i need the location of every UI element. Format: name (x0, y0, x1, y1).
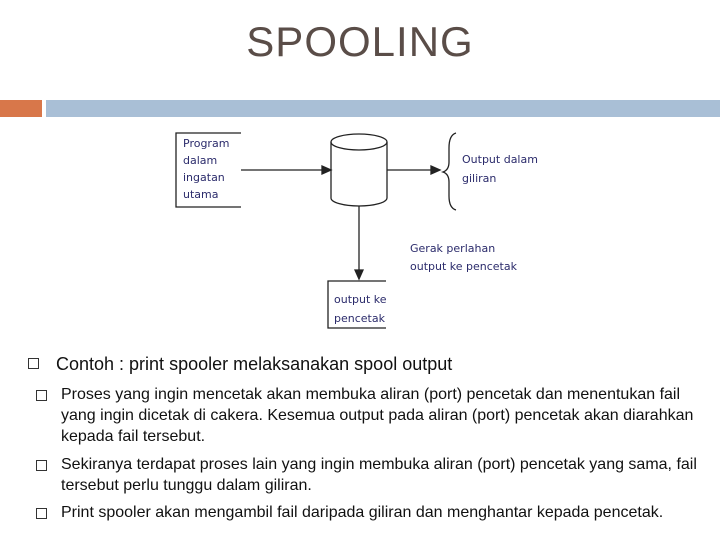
arrow-to-disk (241, 166, 331, 174)
arrow-to-printer (355, 206, 363, 279)
sub-bullet-2 (36, 454, 706, 496)
program-label-line-3: ingatan (183, 171, 225, 184)
bullet-box-icon (28, 358, 39, 369)
main-bullet (28, 354, 452, 375)
bullet-box-icon (36, 390, 47, 401)
printer-label-line-2: pencetak (334, 312, 385, 325)
bullet-box-icon (36, 460, 47, 471)
slow-move-label-line-1: Gerak perlahan (410, 242, 496, 255)
main-bullet-text: Contoh : print spooler melaksanakan spool output (56, 354, 453, 374)
slide-title: SPOOLING (246, 18, 474, 65)
sub-bullet-3 (36, 502, 706, 523)
queue-label-line-2: giliran (462, 172, 497, 185)
printer-label-line-1: output ke (334, 293, 387, 306)
queue-label-line-1: Output dalam (462, 153, 538, 166)
arrow-to-queue (387, 166, 440, 174)
program-label-line-4: utama (183, 188, 219, 201)
sub-bullet-text: Print spooler akan mengambil fail daripada giliran dan menghantar kepada pencetak. (61, 504, 664, 521)
disk-cylinder-icon (331, 134, 387, 206)
queue-brace (443, 133, 456, 210)
program-label-line-1: Program (183, 137, 230, 150)
sub-bullet-text: Proses yang ingin mencetak akan membuka aliran (port) pencetak dan menentukan fail yang ingin dicetak di cakera. Kesemua output pada aliran (port) pencetak akan diarahkan kepada fail tersebut. (61, 386, 694, 445)
bullet-box-icon (36, 508, 47, 519)
sub-bullet-1 (36, 384, 706, 447)
sub-bullet-text: Sekiranya terdapat proses lain yang ingin membuka aliran (port) pencetak yang sama, fail tersebut perlu tunggu dalam giliran. (61, 456, 697, 494)
program-label-line-2: dalam (183, 154, 218, 167)
slow-move-label-line-2: output ke pencetak (410, 260, 517, 273)
